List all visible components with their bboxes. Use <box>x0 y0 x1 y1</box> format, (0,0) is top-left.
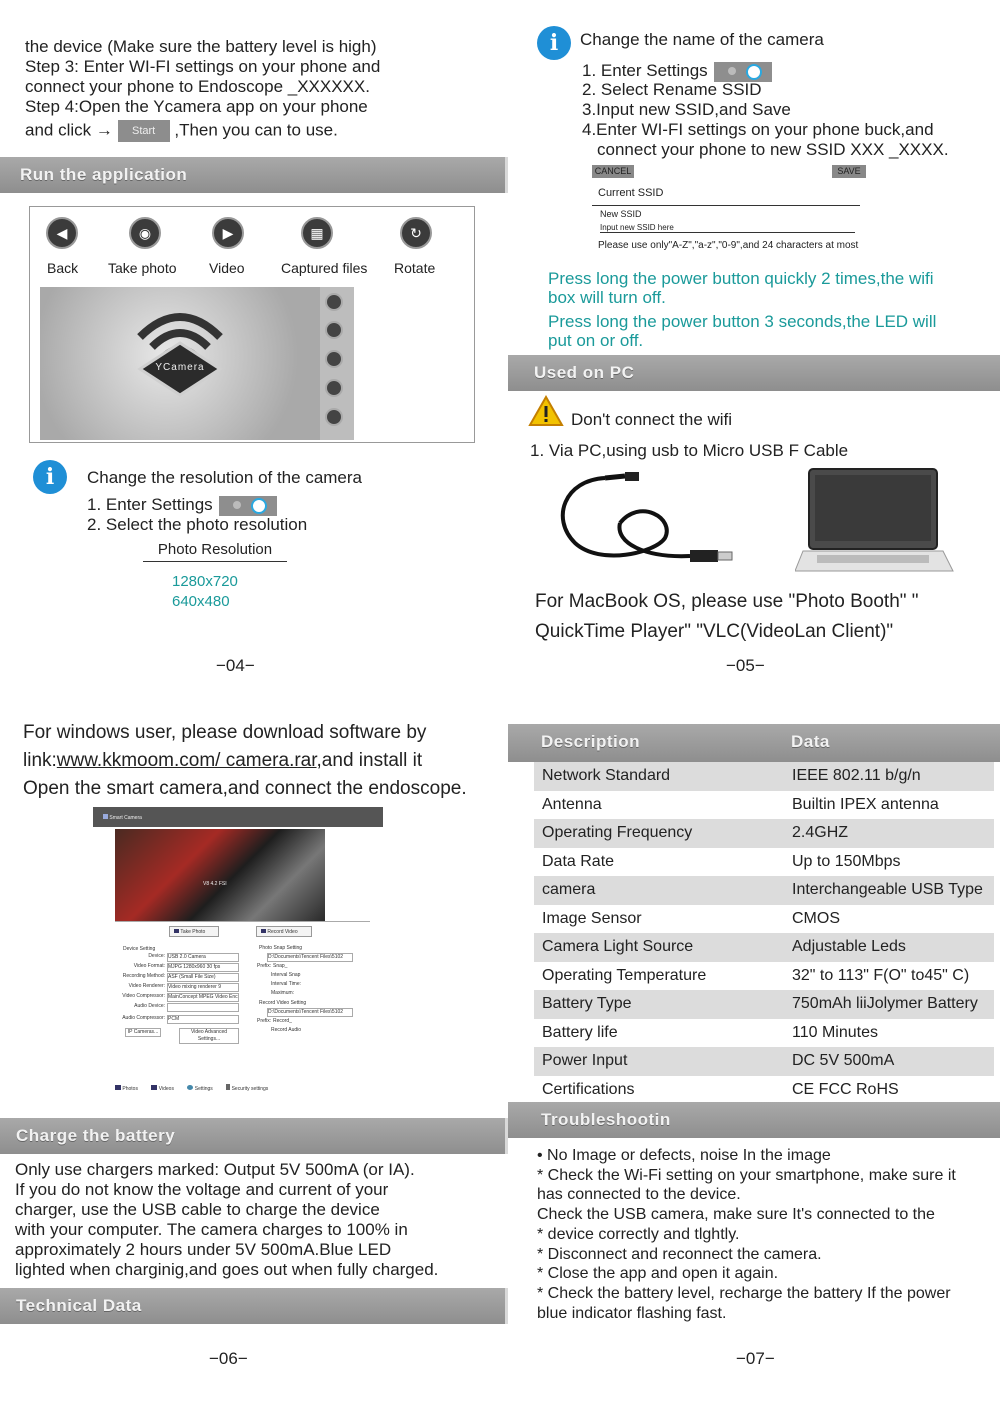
tip-line: Press long the power button quickly 2 times,the wifi <box>548 269 934 288</box>
resolution-step-2: 2. Select the photo resolution <box>87 515 308 534</box>
table-row <box>534 819 994 848</box>
usb-cable-image <box>545 468 745 572</box>
windows-instructions <box>23 719 503 803</box>
resolution-option[interactable]: 1280x720 <box>172 573 238 590</box>
mac-instructions <box>535 587 995 647</box>
table-row <box>534 876 994 905</box>
record-video-setting-label: Record Video Setting <box>259 1000 307 1006</box>
mac-line: QuickTime Player" "VLC(VideoLan Client)" <box>535 621 894 642</box>
snap-item: Snap_ <box>273 963 288 969</box>
mac-line: For MacBook OS, please use "Photo Booth" " <box>535 591 919 612</box>
spec-value: IEEE 802.11 b/g/n <box>784 762 994 791</box>
toolbar-captured-label: Captured files <box>281 260 368 276</box>
table-row <box>534 1076 994 1105</box>
device-row-label: Video Format: <box>133 963 165 969</box>
tab-videos[interactable]: Videos <box>158 1086 174 1092</box>
charge-line: Only use chargers marked: Output 5V 500mA (or IA). <box>15 1160 415 1179</box>
device-row-select[interactable]: USB 2.0 Camera <box>167 953 239 962</box>
info-icon: i <box>33 460 67 494</box>
spec-value: 110 Minutes <box>792 1023 878 1041</box>
save-button[interactable]: SAVE <box>832 165 866 178</box>
spec-desc: Antenna <box>542 795 602 813</box>
spec-value: Adjustable Leds <box>784 933 994 962</box>
intro-line: Step 4:Open the Ycamera app on your phone <box>25 97 368 116</box>
current-ssid-label: Current SSID <box>598 187 664 199</box>
description-header: Description <box>541 732 641 751</box>
charge-line: with your computer. The camera charges to 100% in <box>15 1220 408 1239</box>
device-row-label: Audio Device: <box>134 1003 165 1009</box>
rename-step: 4.Enter WI-FI settings on your phone buck,and <box>582 120 934 139</box>
record-video-label: Record Video <box>267 929 298 935</box>
start-button <box>118 120 170 142</box>
pc-header-text: Used on PC <box>534 363 635 382</box>
divider <box>592 205 860 206</box>
table-row <box>534 1019 994 1048</box>
resolution-step-1-text: 1. Enter Settings <box>87 495 213 514</box>
trouble-line: * Check the Wi-Fi setting on your smartphone, make sure it <box>537 1166 956 1184</box>
record-item: Record_ <box>273 1018 292 1024</box>
side-camera-icon[interactable] <box>325 321 343 339</box>
camera-icon[interactable]: ◉ <box>129 217 161 249</box>
spec-value: 750mAh liiJolymer Battery <box>784 990 994 1019</box>
intro-line: the device (Make sure the battery level is high) <box>25 37 377 56</box>
toolbar-rotate-label: Rotate <box>394 260 436 276</box>
folder-icon[interactable]: ▦ <box>301 217 333 249</box>
warning-icon <box>528 395 564 427</box>
spec-value: 32" to 113" F(O" to45" C) <box>792 966 970 984</box>
snap-item[interactable]: Interval Snap <box>271 972 301 978</box>
smart-camera-window <box>93 807 383 1102</box>
intro-line: Step 3: Enter WI-FI settings on your phone and <box>25 57 381 76</box>
settings-icon <box>187 1086 193 1092</box>
back-icon[interactable]: ◀ <box>46 217 78 249</box>
rename-step-1 <box>582 61 772 82</box>
camera-preview <box>40 287 320 440</box>
photo-resolution-label: Photo Resolution <box>143 541 287 562</box>
trouble-line: has connected to the device. <box>537 1186 741 1204</box>
device-row-label: Recording Method: <box>122 973 165 979</box>
rename-step: 3.Input new SSID,and Save <box>582 100 791 119</box>
take-photo-button[interactable] <box>169 926 219 937</box>
spec-desc: Battery life <box>542 1023 618 1041</box>
spec-value: Builtin IPEX antenna <box>792 795 939 813</box>
spec-value: DC 5V 500mA <box>784 1047 994 1076</box>
side-controls <box>320 287 354 440</box>
spec-table-header <box>508 724 1000 762</box>
device-row-label: Audio Compressor: <box>122 1015 165 1021</box>
windows-link-line <box>23 747 503 775</box>
table-row <box>534 962 994 991</box>
spec-value: Interchangeable USB Type <box>784 876 994 905</box>
spec-table <box>534 762 994 1104</box>
charge-header-text: Charge the battery <box>16 1126 176 1145</box>
troubleshooting-text <box>537 1146 997 1323</box>
spec-desc: Certifications <box>542 1080 635 1098</box>
intro-text <box>25 37 495 142</box>
app-icon <box>103 814 108 819</box>
rotate-icon[interactable]: ↻ <box>400 217 432 249</box>
windows-line: For windows user, please download software by <box>23 722 427 743</box>
arrow-right-icon: → <box>95 120 113 140</box>
spec-value: 2.4GHZ <box>784 819 994 848</box>
table-row <box>534 905 994 934</box>
spec-desc: Image Sensor <box>542 909 642 927</box>
toolbar-video-label: Video <box>209 260 245 276</box>
charge-line: charger, use the USB cable to charge the device <box>15 1200 380 1219</box>
record-video-button[interactable] <box>256 926 312 937</box>
page-number: −05− <box>726 656 765 675</box>
settings-icon <box>219 496 277 516</box>
video-icon <box>261 929 266 933</box>
cancel-button[interactable]: CANCEL <box>592 165 634 178</box>
resolution-title: Change the resolution of the camera <box>87 468 363 487</box>
side-folder-icon[interactable] <box>325 379 343 397</box>
device-setting-label: Device Setting <box>123 946 156 952</box>
resolution-step-1 <box>87 495 277 516</box>
side-rotate-icon[interactable] <box>325 408 343 426</box>
rename-title: Change the name of the camera <box>580 30 824 49</box>
security-icon <box>226 1086 230 1092</box>
click-line <box>25 120 495 142</box>
device-row-select[interactable]: ASF (Small File Size) <box>167 973 239 982</box>
new-ssid-input[interactable]: Input new SSID here <box>600 223 855 233</box>
tab-security[interactable]: Security settings <box>231 1086 269 1092</box>
laptop-image <box>795 467 955 573</box>
device-row-label: Device: <box>148 953 165 959</box>
toolbar-back-label: Back <box>47 260 79 276</box>
photos-icon <box>115 1085 121 1090</box>
charge-battery-header <box>0 1118 508 1154</box>
resolution-option[interactable]: 640x480 <box>172 593 230 610</box>
click-suffix: ,Then you can to use. <box>174 120 338 140</box>
bottom-tabs <box>115 1084 268 1093</box>
table-row <box>534 1047 994 1076</box>
table-row <box>534 848 994 877</box>
spec-desc: Network Standard <box>534 762 784 791</box>
data-header: Data <box>791 732 830 751</box>
tip-line: put on or off. <box>548 331 644 350</box>
side-video-icon[interactable] <box>325 350 343 368</box>
table-row <box>534 762 994 791</box>
settings-icon <box>714 62 772 82</box>
spec-desc: Battery Type <box>534 990 784 1019</box>
window-titlebar <box>93 807 383 827</box>
table-row <box>534 791 994 820</box>
run-application-header <box>0 157 508 193</box>
video-advanced-button[interactable]: Video Advanced Settings... <box>179 1028 239 1044</box>
ssid-note: Please use only"A-Z","a-z","0-9",and 24 characters at most <box>598 240 859 251</box>
trouble-line: * device correctly and tlghtly. <box>537 1225 740 1243</box>
camera-feed <box>115 829 325 921</box>
divider <box>115 921 370 922</box>
record-item[interactable]: Record Audio <box>271 1027 302 1033</box>
charge-text <box>15 1160 505 1280</box>
spec-desc: Operating Frequency <box>534 819 784 848</box>
spec-value: CE FCC RoHS <box>792 1080 899 1098</box>
tip-line: Press long the power button 3 seconds,the LED will <box>548 312 937 331</box>
spec-desc: Operating Temperature <box>542 966 707 984</box>
tech-header-text: Technical Data <box>16 1296 142 1315</box>
spec-desc: Camera Light Source <box>534 933 784 962</box>
spec-value: CMOS <box>792 909 840 927</box>
rename-dialog <box>592 165 866 257</box>
table-row <box>534 933 994 962</box>
engine-badge: V8 4.2 FSI <box>203 881 227 887</box>
take-photo-label: Take Photo <box>180 929 206 935</box>
charge-line: approximately 2 hours under 5V 500mA.Blue LED <box>15 1240 392 1259</box>
videos-icon <box>151 1086 157 1092</box>
video-path-field[interactable]: D:\Documents\Tencent Files\5102 <box>267 1008 353 1017</box>
camera-icon <box>174 929 179 933</box>
download-link[interactable]: www.kkmoom.com/ camera.rar <box>56 750 317 771</box>
side-back-icon[interactable] <box>325 293 343 311</box>
page-number: −04− <box>216 656 255 675</box>
link-suffix: ,and install it <box>316 750 423 771</box>
device-row-select[interactable] <box>167 1003 239 1012</box>
device-row-select[interactable]: MainConcept MPEG Video Enc <box>168 994 238 1000</box>
trouble-header-text: Troubleshootin <box>541 1110 671 1129</box>
spec-desc: camera <box>534 876 784 905</box>
device-row-label: Video Compressor: <box>122 993 165 999</box>
snap-item: Prefix: <box>257 963 272 969</box>
rename-step: 2. Select Rename SSID <box>582 80 762 99</box>
technical-data-header <box>0 1288 508 1324</box>
page-number: −07− <box>736 1349 775 1368</box>
via-pc-text: 1. Via PC,using usb to Micro USB F Cable <box>530 441 849 460</box>
used-on-pc-header <box>508 355 1000 391</box>
warning-text: Don't connect the wifi <box>571 410 733 429</box>
troubleshooting-header <box>508 1102 1000 1138</box>
trouble-line: • No Image or defects, noise In the image <box>537 1147 831 1164</box>
table-row <box>534 990 994 1019</box>
spec-value: Up to 150Mbps <box>792 852 901 870</box>
video-icon[interactable]: ▶ <box>212 217 244 249</box>
start-label: Start <box>131 125 156 137</box>
intro-line: connect your phone to Endoscope _XXXXXX. <box>25 77 370 96</box>
toolbar-take-photo-label: Take photo <box>108 260 177 276</box>
app-screenshot <box>29 206 475 443</box>
tab-settings[interactable]: Settings <box>194 1086 213 1092</box>
new-ssid-label: New SSID <box>600 209 642 219</box>
device-row-select[interactable]: Video mixing renderer 9 <box>167 983 239 992</box>
trouble-line: blue indicator flashing fast. <box>537 1304 727 1322</box>
spec-desc: Data Rate <box>542 852 615 870</box>
page-number: −06− <box>209 1349 248 1368</box>
click-prefix: and click <box>25 120 92 140</box>
run-header-text: Run the application <box>20 165 188 184</box>
trouble-line: * Check the battery level, recharge the battery If the power <box>537 1284 951 1302</box>
record-item: Prefix: <box>257 1018 272 1024</box>
spec-desc: Power Input <box>534 1047 784 1076</box>
tip-line: box will turn off. <box>548 288 666 307</box>
charge-line: If you do not know the voltage and current of your <box>15 1180 389 1199</box>
snap-item: Interval Time: <box>271 981 302 987</box>
device-row-select[interactable]: MJPG 1280x960 30 fps <box>167 963 239 972</box>
window-title: Smart Camera <box>109 815 142 821</box>
link-prefix: link: <box>23 750 57 771</box>
charge-line: lighted when charginig,and goes out when fully charged. <box>15 1260 439 1279</box>
windows-line: Open the smart camera,and connect the endoscope. <box>23 778 467 799</box>
trouble-line: * Close the app and open it again. <box>537 1265 779 1283</box>
rename-step: connect your phone to new SSID XXX _XXXX. <box>597 140 949 159</box>
photo-path-field[interactable]: D:\Documents\Tencent Files\5102 <box>267 953 353 962</box>
ycamera-logo-text: YCamera <box>155 362 205 373</box>
trouble-line: Check the USB camera, make sure It's connected to the <box>537 1206 935 1224</box>
photo-snap-label: Photo Snap Setting <box>259 945 303 951</box>
trouble-line: * Disconnect and reconnect the camera. <box>537 1245 822 1263</box>
snap-item: Maximum: <box>271 990 295 996</box>
ip-cameras-button[interactable]: IP Cameras... <box>125 1028 161 1037</box>
device-row-select[interactable]: PCM <box>167 1015 239 1024</box>
tab-photos[interactable]: Photos <box>122 1086 138 1092</box>
info-icon: i <box>537 26 571 60</box>
device-row-label: Video Renderer: <box>128 983 165 989</box>
rename-step-1-text: 1. Enter Settings <box>582 61 708 80</box>
